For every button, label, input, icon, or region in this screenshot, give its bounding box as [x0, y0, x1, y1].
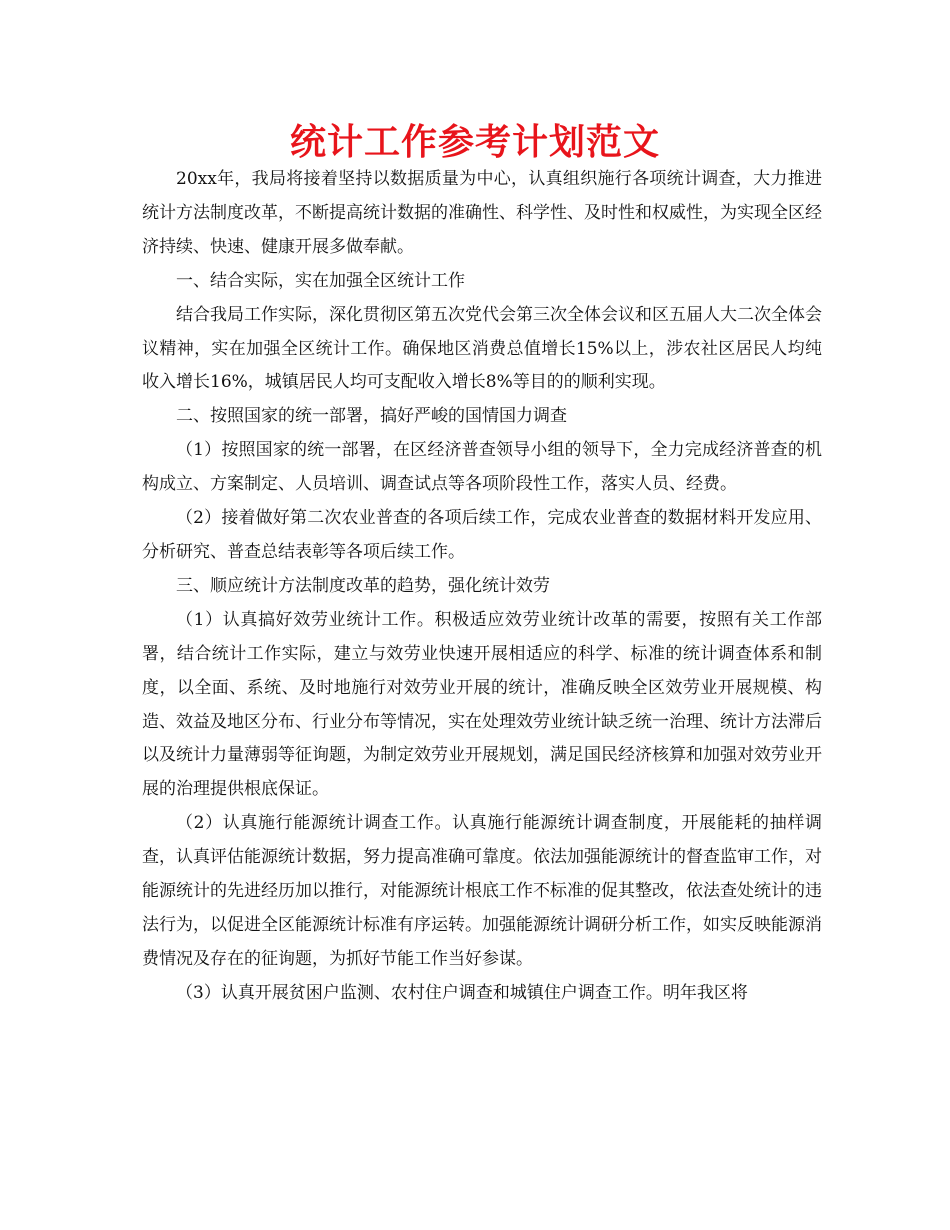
section-heading-3: 三、顺应统计方法制度改革的趋势，强化统计效劳: [176, 575, 550, 596]
paragraph-3-1: （1）认真搞好效劳业统计工作。积极适应效劳业统计改革的需要，按照有关工作部署，结合统计工作实际，建立与效劳业快速开展相适应的科学、标准的统计调查体系和制度，以全面、系统、及时地施行对效劳业开展的统计，准确反映全区效劳业开展规模、构造、效益及地区分布、行业分布等情况，实在处理效劳业统计缺乏统一治理、统计方法滞后以及统计力量薄弱等征询题，为制定效劳业开展规划，满足国民经济核算和加强对效劳业开展的治理提供根底保证。: [142, 609, 822, 800]
paragraph-3-2: （2）认真施行能源统计调查工作。认真施行能源统计调查制度，开展能耗的抽样调查，认真评估能源统计数据，努力提高准确可靠度。依法加强能源统计的督查监审工作，对能源统计的先进经历加以推行，对能源统计根底工作不标准的促其整改，依法查处统计的违法行为，以促进全区能源统计标准有序运转。加强能源统计调研分析工作，如实反映能源消费情况及存在的征询题，为抓好节能工作当好参谋。: [142, 813, 822, 969]
document-body: [142, 163, 822, 1011]
paragraph-2-1: （1）按照国家的统一部署，在区经济普查领导小组的领导下，全力完成经济普查的机构成立、方案制定、人员培训、调查试点等各项阶段性工作，落实人员、经费。: [142, 440, 822, 495]
paragraph-2-2: （2）接着做好第二次农业普查的各项后续工作，完成农业普查的数据材料开发应用、分析研究、普查总结表彰等各项后续工作。: [142, 508, 822, 562]
paragraph-3-3: （3）认真开展贫困户监测、农村住户调查和城镇住户调查工作。明年我区将: [176, 982, 748, 1003]
section-heading-1: 一、结合实际，实在加强全区统计工作: [176, 270, 465, 291]
section-heading-2: 二、按照国家的统一部署，搞好严峻的国情国力调查: [176, 406, 567, 427]
paragraph-section-1: 结合我局工作实际，深化贯彻区第五次党代会第三次全体会议和区五届人大二次全体会议精神，实在加强全区统计工作。确保地区消费总值增长15%以上，涉农社区居民人均纯收入增长16%，城镇居民人均可支配收入增长8%等目的的顺利实现。: [142, 304, 822, 393]
document-title: 统计工作参考计划范文: [289, 122, 660, 163]
paragraph-intro: 20xx年，我局将接着坚持以数据质量为中心，认真组织施行各项统计调查，大力推进统计方法制度改革，不断提高统计数据的准确性、科学性、及时性和权威性，为实现全区经济持续、快速、健康开展多做奉献。: [142, 169, 822, 257]
